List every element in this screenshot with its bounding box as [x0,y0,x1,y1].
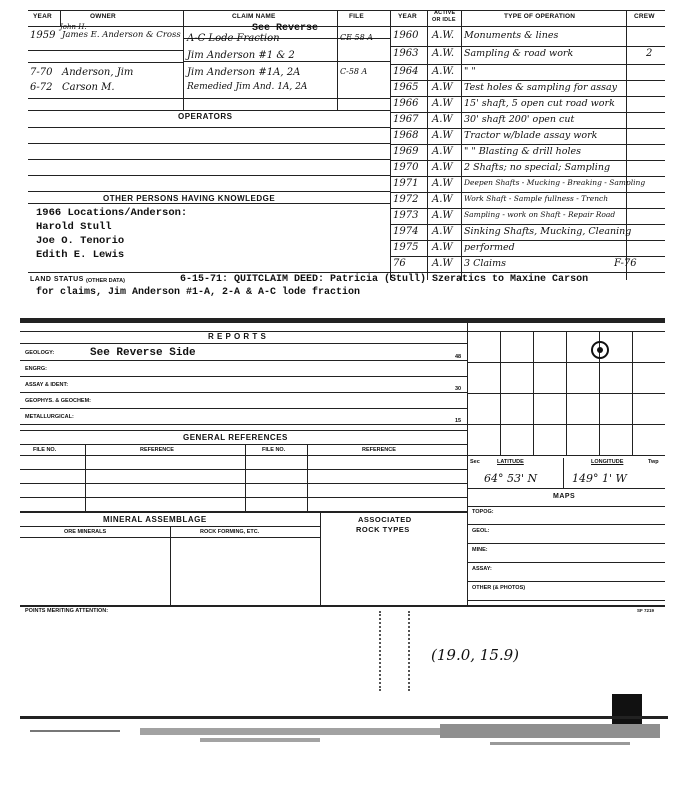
gr-col-file-2: FILE NO. [262,447,286,453]
row-line [390,208,665,209]
knowledge-header-top [28,191,390,192]
report-row-label: GEOPHYS. & GEOCHEM: [25,398,92,404]
operation-type: Sinking Shafts, Mucking, Cleaning [464,226,632,237]
latitude-label: LATITUDE [497,459,524,465]
divider [337,10,338,110]
operation-type: Sampling & road work [464,48,574,59]
owner-year-3: 6-72 [30,82,53,93]
report-row-label: ASSAY & IDENT: [25,382,69,388]
gr-col-ref-2: REFERENCE [362,447,396,453]
claim-name-3: Jim Anderson #1A, 2A [187,67,301,78]
report-row-number: 15 [455,418,462,424]
row-line [20,392,467,393]
header-bottom-border [28,26,665,27]
owner-extra: John H. [60,23,87,31]
map-row-label: TOPOG: [472,509,494,515]
gr-col-ref-1: REFERENCE [140,447,174,453]
operation-type: 30' shaft 200' open cut [464,114,575,125]
row-line [390,112,665,113]
operation-status: A.W [432,162,453,173]
row-line [20,469,467,470]
header-crew: CREW [634,13,655,20]
row-line [20,424,467,425]
assoc-label-1: ASSOCIATED [358,515,412,524]
land-status-label: LAND STATUS [30,276,84,283]
operation-type: Deepen Shafts - Mucking - Breaking - Sampling [464,178,646,187]
knowledge-person-1: Harold Stull [36,221,112,233]
row-line [467,600,665,601]
scan-noise-band [20,716,668,756]
header-or-idle: OR IDLE [432,17,456,23]
operation-year: 1971 [393,178,419,189]
row-line [28,159,390,160]
operation-crew: 2 [646,48,653,59]
claim-name-2: Jim Anderson #1 & 2 [187,50,295,61]
row-line [28,127,390,128]
map-row-label: ASSAY: [472,566,492,572]
operation-year: 1973 [393,210,419,221]
row-line [467,488,665,489]
owner-name-2: Anderson, Jim [62,67,134,78]
map-grid-line [467,362,665,363]
operation-status: A.W [432,194,453,205]
operation-status: A.W [432,114,453,125]
knowledge-heading: 1966 Locations/Anderson: [36,207,188,219]
land-status-sublabel: (OTHER DATA) [86,278,125,284]
reports-title: R E P O R T S [208,332,267,341]
land-status-line-1: 6-15-71: QUITCLAIM DEED: Patricia (Stull) Szeratics to Maxine Carson [180,274,589,285]
row-line [20,497,467,498]
owner-name-1: James E. Anderson & Cross [62,30,181,40]
knowledge-person-3: Edith E. Lewis [36,249,125,261]
map-row-label: GEOL: [472,528,490,534]
row-line [20,408,467,409]
operation-status: A.W. [432,48,455,59]
row-line [28,98,390,99]
points-label: POINTS MERITING ATTENTION: [25,608,109,614]
general-ref-header-line [20,444,467,445]
reports-header-line [20,343,467,344]
row-line [28,62,183,63]
top-border [28,10,665,11]
separator-band [20,318,665,323]
operation-status: A.W [432,82,453,93]
operators-label: OPERATORS [178,112,233,121]
row-line [390,240,665,241]
map-row-label: OTHER (& PHOTOS) [472,585,526,591]
header-year: YEAR [33,13,52,20]
row-line [20,455,467,456]
operation-type: Tractor w/blade assay work [464,130,598,141]
row-line [390,64,665,65]
row-line [28,272,665,273]
row-line [20,483,467,484]
row-line [390,224,665,225]
divider [320,511,321,605]
report-row-label: GEOLOGY: [25,350,55,356]
operation-status: A.W [432,226,453,237]
operation-year: 1969 [393,146,419,157]
form-number: SF 7219 [637,608,655,613]
points-top [20,605,665,607]
knowledge-label: OTHER PERSONS HAVING KNOWLEDGE [103,194,276,203]
divider [85,444,86,511]
report-row-label: ENGRG: [25,366,47,372]
row-line [390,176,665,177]
operation-status: A.W [432,178,453,189]
location-target-icon [588,338,612,362]
divider [170,526,171,605]
mineral-title: MINERAL ASSEMBLAGE [103,515,207,524]
operation-status: A.W. [432,66,455,77]
map-row-label: MINE: [472,547,488,553]
longitude-value: 149° 1' W [572,472,627,485]
operation-year: 1964 [393,66,419,77]
row-line [390,160,665,161]
row-line [390,128,665,129]
header-claim-name: CLAIM NAME [232,13,276,20]
row-line [390,144,665,145]
gr-col-file-1: FILE NO. [33,447,57,453]
operation-year: 1963 [393,48,419,59]
row-line [390,46,665,47]
general-ref-top [20,430,467,431]
longitude-label: LONGITUDE [591,459,624,465]
owner-year-1: 1959 [30,30,56,41]
operation-year: 1972 [393,194,419,205]
latitude-value: 64° 53' N [484,472,538,485]
report-row-number: 30 [455,386,462,392]
operation-crew: F-76 [614,258,637,269]
general-references-title: GENERAL REFERENCES [183,433,288,442]
divider [183,10,184,110]
operation-type: " " [464,66,476,77]
operation-year: 1970 [393,162,419,173]
operation-year: 1960 [393,30,419,41]
owner-year-2: 7-70 [30,67,53,78]
row-line [390,80,665,81]
dotted-mark [379,611,384,691]
knowledge-header-bottom [28,203,390,204]
header-year-2: YEAR [398,13,417,20]
operation-status: A.W [432,258,453,269]
maps-label: MAPS [553,493,576,500]
owner-name-3: Carson M. [62,82,115,93]
operation-year: 1968 [393,130,419,141]
header-active: ACTIVE [434,10,456,16]
operation-status: A.W [432,130,453,141]
divider [245,444,246,511]
map-grid-bottom [467,455,665,456]
report-row-number: 48 [455,354,462,360]
row-line [467,543,665,544]
row-line [467,506,665,507]
operation-type: performed [464,242,515,253]
operation-year: 1966 [393,98,419,109]
row-line [390,256,665,257]
see-reverse-top: See Reverse [252,23,319,34]
coordinate-note: (19.0, 15.9) [431,646,520,664]
operation-status: A.W [432,242,453,253]
claim-file-1: CE 58 A [340,33,374,42]
row-line [20,360,467,361]
dotted-mark [408,611,413,691]
map-grid-line [467,393,665,394]
report-row-label: METALLURGICAL: [25,414,74,420]
claim-name-1: A-C Lode Fraction [187,33,280,44]
header-type-of-operation: TYPE OF OPERATION [504,13,576,20]
operation-status: A.W [432,210,453,221]
report-row-value: See Reverse Side [90,347,196,359]
row-line [28,143,390,144]
claim-file-3: C-58 A [340,67,368,76]
operation-year: 1974 [393,226,419,237]
row-line [467,524,665,525]
assoc-label-2: ROCK TYPES [356,525,410,534]
knowledge-person-2: Joe O. Tenorio [36,235,125,247]
row-line [390,96,665,97]
twp-label: Twp [648,459,659,465]
ore-minerals-label: ORE MINERALS [64,529,107,535]
row-line [20,376,467,377]
row-line [390,192,665,193]
operation-type: Work Shaft - Sample fullness - Trench [464,194,609,203]
rock-forming-label: ROCK FORMING, ETC. [200,529,260,535]
divider [563,458,564,488]
row-line [467,581,665,582]
operation-type: Sampling - work on Shaft - Repair Road [464,210,616,219]
row-line [28,50,183,51]
header-file: FILE [349,13,364,20]
header-owner: OWNER [90,13,116,20]
claim-name-4: Remedied Jim And. 1A, 2A [187,82,308,92]
operation-type: Test holes & sampling for assay [464,82,617,93]
row-line [467,562,665,563]
operation-type: 3 Claims [464,258,506,269]
mineral-top [20,511,467,513]
sec-label: Sec [470,459,480,465]
operation-type: 2 Shafts; no special; Sampling [464,162,611,173]
divider [307,444,308,511]
operation-status: A.W [432,146,453,157]
operation-status: A.W [432,98,453,109]
operation-type: " " Blasting & drill holes [464,146,582,157]
operation-year: 76 [393,258,406,269]
operation-type: 15' shaft, 5 open cut road work [464,98,615,109]
operation-status: A.W. [432,30,455,41]
operation-type: Monuments & lines [464,30,559,41]
land-status-line-2: for claims, Jim Anderson #1-A, 2-A & A-C lode fraction [36,287,361,298]
map-grid-line [467,424,665,425]
operation-year: 1965 [393,82,419,93]
operators-header-line [28,110,390,111]
operation-year: 1967 [393,114,419,125]
row-line [183,61,390,62]
operation-year: 1975 [393,242,419,253]
row-line [28,175,390,176]
